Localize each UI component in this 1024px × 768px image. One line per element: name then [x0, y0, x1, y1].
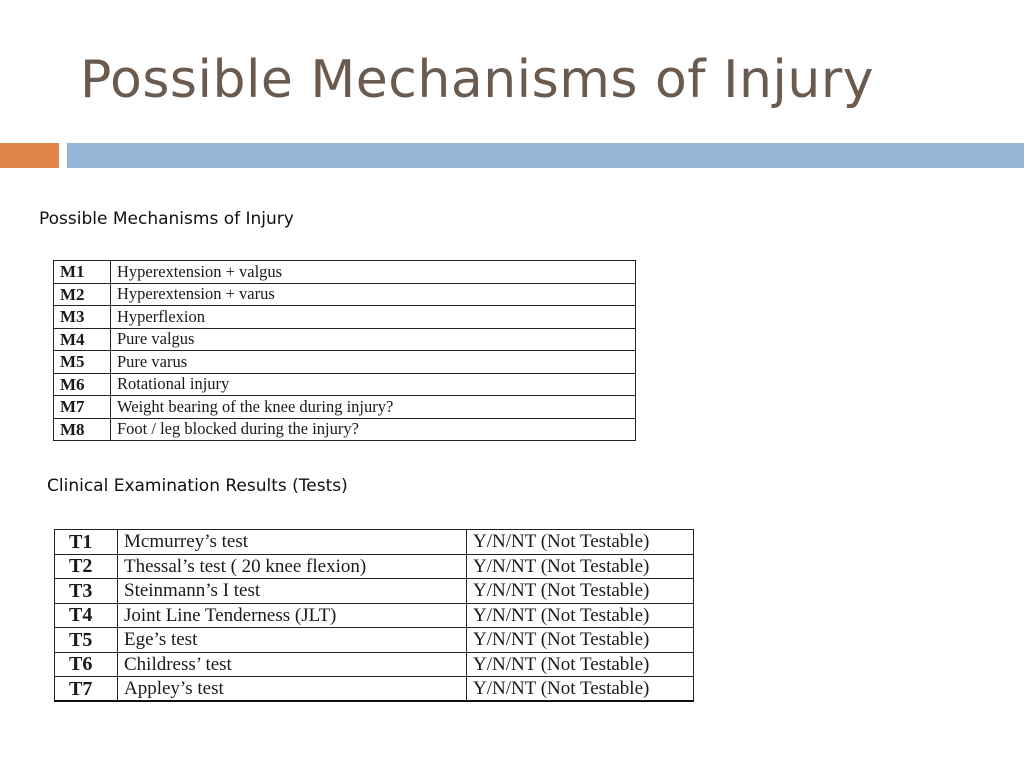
test-name: Joint Line Tenderness (JLT)	[118, 603, 467, 628]
test-result: Y/N/NT (Not Testable)	[467, 628, 694, 653]
test-name: Ege’s test	[118, 628, 467, 653]
test-code: T7	[55, 677, 118, 702]
table-row	[54, 306, 636, 329]
test-result: Y/N/NT (Not Testable)	[467, 530, 694, 555]
mechanism-code: M4	[54, 328, 111, 351]
mechanism-description: Foot / leg blocked during the injury?	[111, 418, 636, 441]
test-code: T2	[55, 554, 118, 579]
test-code: T3	[55, 579, 118, 604]
slide-title: Possible Mechanisms of Injury	[80, 50, 874, 110]
mechanism-code: M6	[54, 373, 111, 396]
mechanism-description: Hyperextension + valgus	[111, 261, 636, 284]
test-code: T1	[55, 530, 118, 555]
table-row	[54, 328, 636, 351]
table-row	[55, 628, 694, 653]
table-row	[55, 677, 694, 702]
mechanism-description: Hyperflexion	[111, 306, 636, 329]
accent-bar-blue	[67, 143, 1024, 168]
test-name: Mcmurrey’s test	[118, 530, 467, 555]
test-result: Y/N/NT (Not Testable)	[467, 677, 694, 702]
test-name: Childress’ test	[118, 652, 467, 677]
tests-table	[54, 529, 694, 702]
mechanism-description: Weight bearing of the knee during injury?	[111, 396, 636, 419]
table-row	[54, 418, 636, 441]
test-name: Appley’s test	[118, 677, 467, 702]
test-code: T6	[55, 652, 118, 677]
mechanism-code: M7	[54, 396, 111, 419]
table-row	[55, 554, 694, 579]
mechanism-description: Pure varus	[111, 351, 636, 374]
test-name: Thessal’s test ( 20 knee flexion)	[118, 554, 467, 579]
tests-caption: Clinical Examination Results (Tests)	[47, 476, 348, 496]
accent-bar-orange	[0, 143, 59, 168]
mechanism-code: M2	[54, 283, 111, 306]
table-row	[55, 579, 694, 604]
table-row	[55, 530, 694, 555]
mechanism-description: Rotational injury	[111, 373, 636, 396]
test-name: Steinmann’s I test	[118, 579, 467, 604]
test-result: Y/N/NT (Not Testable)	[467, 652, 694, 677]
mechanism-description: Pure valgus	[111, 328, 636, 351]
test-code: T4	[55, 603, 118, 628]
table-row	[54, 351, 636, 374]
test-code: T5	[55, 628, 118, 653]
table-row	[54, 373, 636, 396]
mechanism-code: M5	[54, 351, 111, 374]
table-row	[55, 603, 694, 628]
mechanism-code: M3	[54, 306, 111, 329]
test-result: Y/N/NT (Not Testable)	[467, 554, 694, 579]
mechanisms-table	[53, 260, 636, 441]
table-row	[54, 396, 636, 419]
table-row	[54, 283, 636, 306]
mechanism-code: M1	[54, 261, 111, 284]
table-row	[54, 261, 636, 284]
test-result: Y/N/NT (Not Testable)	[467, 603, 694, 628]
mechanisms-caption: Possible Mechanisms of Injury	[39, 209, 294, 229]
table-row	[55, 652, 694, 677]
mechanism-description: Hyperextension + varus	[111, 283, 636, 306]
mechanism-code: M8	[54, 418, 111, 441]
test-result: Y/N/NT (Not Testable)	[467, 579, 694, 604]
